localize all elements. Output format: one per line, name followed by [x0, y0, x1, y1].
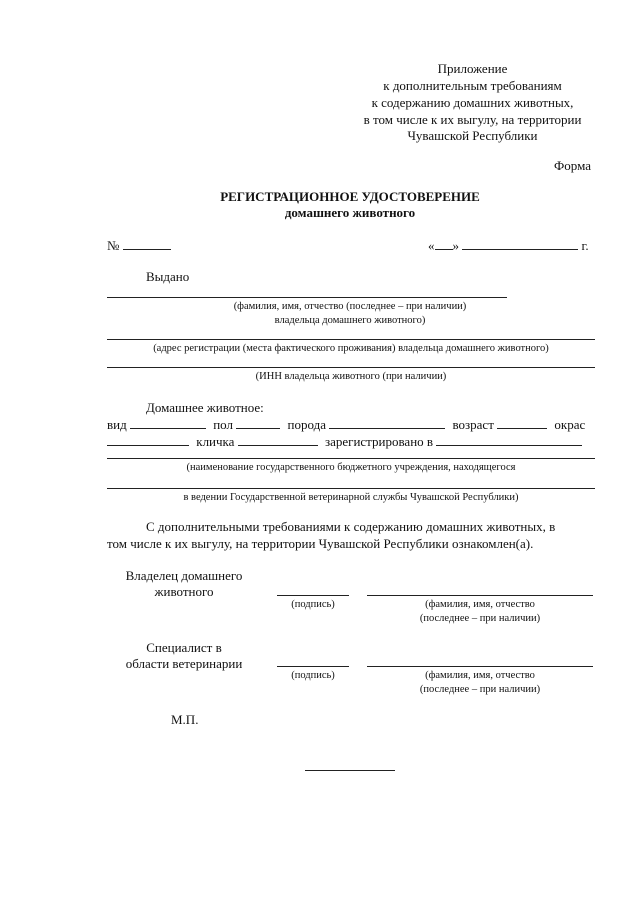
appendix-line-5: Чувашской Республики	[407, 128, 538, 143]
registered-field[interactable]	[436, 433, 582, 446]
pet-heading: Домашнее животное:	[146, 400, 264, 415]
date-close-quote: »	[452, 238, 459, 253]
age-field[interactable]	[497, 416, 547, 429]
vet-label-line-1: Специалист в	[146, 640, 222, 655]
inn-field[interactable]	[107, 367, 595, 368]
vet-label-line-2: области ветеринарии	[125, 656, 243, 671]
stamp-place: М.П.	[171, 712, 199, 727]
vet-name-signature-hint-2: (последнее – при наличии)	[419, 684, 541, 695]
owner-name-signature-hint-1: (фамилия, имя, отчество	[425, 599, 535, 610]
institution-hint-2: в ведении Государственной ветеринарной службы Чувашской Республики)	[183, 492, 519, 503]
breed-label: порода	[287, 417, 326, 432]
owner-signature-field[interactable]	[277, 595, 349, 596]
pet-row-1	[107, 416, 597, 432]
vet-name-signature-hint-1: (фамилия, имя, отчество	[425, 670, 535, 681]
color-field[interactable]	[107, 433, 189, 446]
document-subtitle: домашнего животного	[284, 205, 416, 220]
owner-name-hint: (фамилия, имя, отчество (последнее – при наличии)	[233, 301, 467, 312]
institution-field-2[interactable]	[107, 488, 595, 489]
vet-name-signature-field[interactable]	[367, 666, 593, 667]
vet-signature-field[interactable]	[277, 666, 349, 667]
kind-field[interactable]	[130, 416, 206, 429]
owner-name-hint-2: владельца домашнего животного)	[274, 315, 426, 326]
sex-field[interactable]	[236, 416, 280, 429]
registered-label: зарегистрировано в	[324, 434, 434, 449]
owner-name-field[interactable]	[107, 297, 507, 298]
kind-label: вид	[107, 417, 127, 432]
document-title: РЕГИСТРАЦИОННОЕ УДОСТОВЕРЕНИЕ	[220, 189, 480, 204]
acknowledgement-line-2: том числе к их выгулу, на территории Чувашской Республики ознакомлен(а).	[107, 536, 534, 551]
date-day-field[interactable]	[435, 237, 453, 250]
acknowledgement-line-1: С дополнительными требованиями к содержанию домашних животных, в	[146, 519, 556, 534]
number-field[interactable]	[123, 237, 171, 250]
number-row	[107, 237, 171, 253]
date-month-field[interactable]	[462, 237, 578, 250]
date-open-quote: «	[428, 238, 435, 253]
appendix-line-3: к содержанию домашних животных,	[371, 95, 574, 110]
nickname-field[interactable]	[238, 433, 318, 446]
address-hint: (адрес регистрации (места фактического проживания) владельца домашнего животного)	[153, 343, 549, 354]
appendix-line-2: к дополнительным требованиям	[383, 78, 562, 93]
owner-name-signature-field[interactable]	[367, 595, 593, 596]
appendix-line-1: Приложение	[437, 61, 508, 76]
date-year-suffix: г.	[581, 238, 589, 253]
institution-hint-1: (наименование государственного бюджетного учреждения, находящегося	[186, 462, 516, 473]
owner-name-signature-hint-2: (последнее – при наличии)	[419, 613, 541, 624]
pet-row-2	[107, 433, 597, 449]
date-row	[428, 237, 589, 253]
owner-label-line-2: животного	[154, 584, 214, 599]
institution-field-1[interactable]	[107, 458, 595, 459]
number-prefix: №	[107, 238, 120, 253]
breed-field[interactable]	[329, 416, 445, 429]
color-label: окрас	[554, 417, 586, 432]
owner-signature-hint: (подпись)	[291, 599, 335, 610]
sex-label: пол	[213, 417, 233, 432]
age-label: возраст	[452, 417, 494, 432]
owner-label-line-1: Владелец домашнего	[125, 568, 243, 583]
nickname-label: кличка	[196, 434, 235, 449]
vet-signature-hint: (подпись)	[291, 670, 335, 681]
address-field[interactable]	[107, 339, 595, 340]
inn-hint: (ИНН владельца животного (при наличии)	[255, 371, 447, 382]
footer-divider	[305, 770, 395, 771]
form-label: Форма	[554, 158, 591, 173]
issued-label: Выдано	[146, 269, 190, 284]
appendix-line-4: в том числе к их выгулу, на территории	[363, 112, 582, 127]
